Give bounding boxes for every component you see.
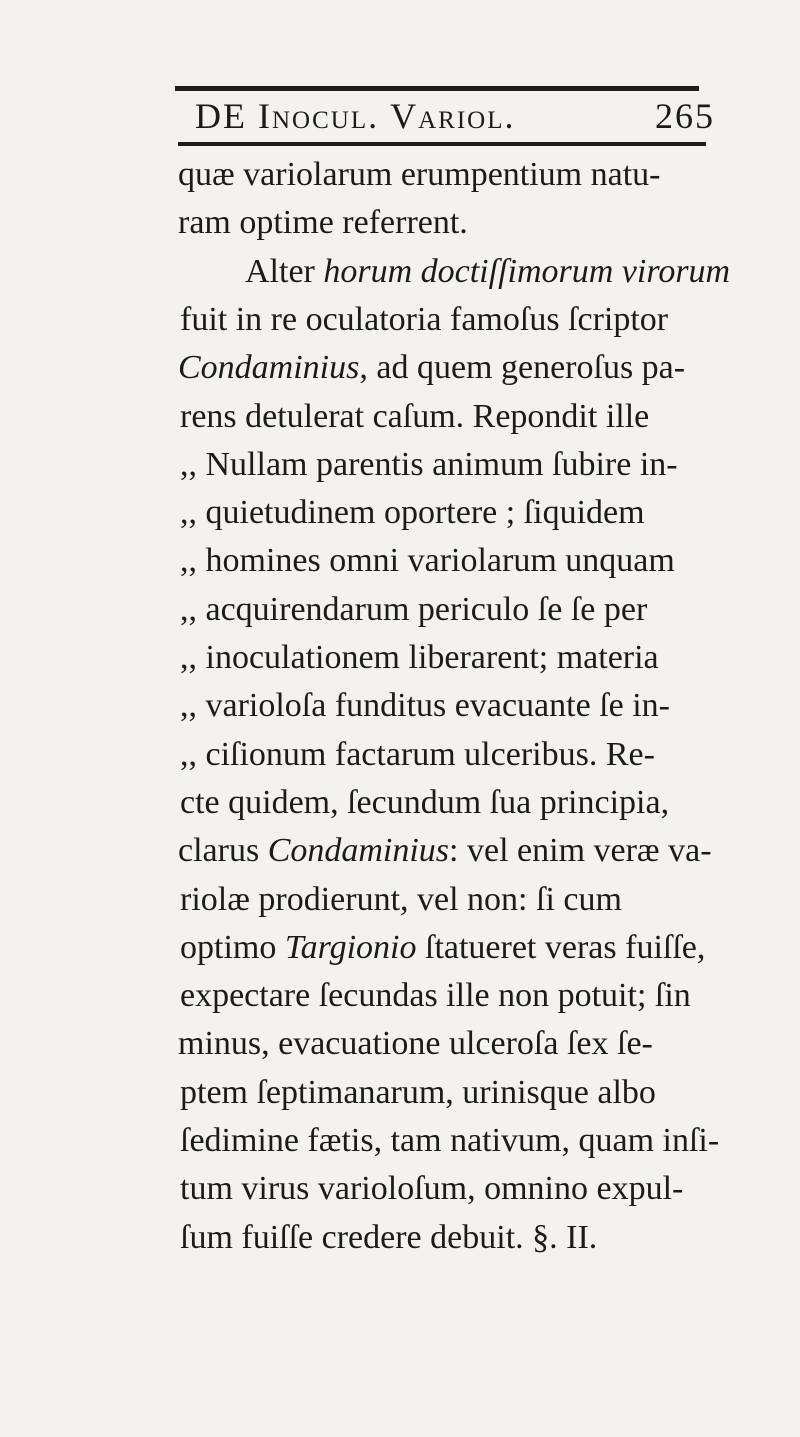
text-segment: quæ variolarum erumpentium natu- <box>178 156 661 193</box>
italic-text-segment: Targionio <box>284 928 417 966</box>
text-segment: ſedimine fætis, tam nativum, quam inſi- <box>180 1122 720 1159</box>
text-segment: ſum fuiſſe credere debuit. §. II. <box>180 1218 598 1256</box>
running-head <box>195 96 715 136</box>
text-segment: ,, homines omni variolarum unquam <box>180 542 675 580</box>
text-line <box>180 488 645 538</box>
text-line <box>180 875 622 925</box>
italic-text-segment: Condaminius <box>178 349 360 387</box>
text-line <box>180 971 691 1021</box>
text-segment: minus, evacuatione ulceroſa ſex ſe- <box>178 1025 653 1063</box>
page-number: 265 <box>655 96 715 136</box>
text-line <box>180 392 649 442</box>
text-segment: ,, inoculationem liberarent; materia <box>180 639 659 676</box>
text-segment: ptem ſeptimanarum, urinisque albo <box>180 1073 656 1111</box>
text-segment: Alter <box>245 252 324 290</box>
text-line <box>178 150 661 200</box>
text-line <box>180 1068 656 1118</box>
text-line <box>180 681 670 731</box>
text-segment: ,, quietudinem oportere ; ſiquidem <box>180 494 645 532</box>
text-segment: ram optime referrent. <box>178 204 468 242</box>
running-head-variol: Variol. <box>390 96 516 136</box>
header-top-rule <box>175 86 699 91</box>
text-segment: tum virus varioloſum, omnino expul- <box>180 1170 684 1208</box>
text-segment: expectare ſecundas ille non potuit; ſin <box>180 977 691 1015</box>
running-head-inocul: Inocul. <box>258 96 380 136</box>
text-segment: optimo <box>180 928 285 966</box>
text-line <box>180 585 647 635</box>
text-line <box>180 440 678 490</box>
text-segment: ,, Nullam parentis animum ſubire in- <box>180 445 678 483</box>
text-line <box>178 198 468 248</box>
text-segment: ,, acquirendarum periculo ſe ſe per <box>180 590 648 628</box>
text-segment: ,, varioloſa funditus evacuante ſe in- <box>180 687 670 725</box>
text-segment: riolæ prodierunt, vel non: ſi cum <box>180 880 622 918</box>
text-segment: cte quidem, ſecundum ſua principia, <box>180 783 670 821</box>
italic-text-segment: Condaminius <box>267 832 450 870</box>
header-bottom-rule <box>178 142 706 146</box>
text-line <box>180 295 668 345</box>
italic-text-segment: horum doctiſſimorum virorum <box>323 252 731 290</box>
text-segment: : vel enim veræ va- <box>449 832 712 870</box>
text-line <box>180 778 669 828</box>
text-line <box>180 1164 683 1214</box>
text-segment: , ad quem generoſus pa- <box>359 349 686 387</box>
text-line <box>180 1213 597 1263</box>
text-line <box>180 536 675 586</box>
text-segment: ,, ciſionum factarum ulceribus. Re- <box>180 735 655 773</box>
text-segment: ſtatueret veras fuiſſe, <box>416 928 706 966</box>
text-segment: fuit in re oculatoria famoſus ſcriptor <box>180 300 669 338</box>
text-segment: rens detulerat caſum. Repondit ille <box>180 397 650 435</box>
text-line <box>180 923 705 973</box>
text-line <box>178 826 712 876</box>
text-line <box>178 343 685 393</box>
text-line <box>178 1019 653 1069</box>
text-line <box>180 730 655 780</box>
text-line <box>180 1116 719 1166</box>
text-line <box>245 247 730 297</box>
running-head-de: DE <box>195 96 247 136</box>
text-line <box>180 633 659 683</box>
text-segment: clarus <box>178 832 268 870</box>
